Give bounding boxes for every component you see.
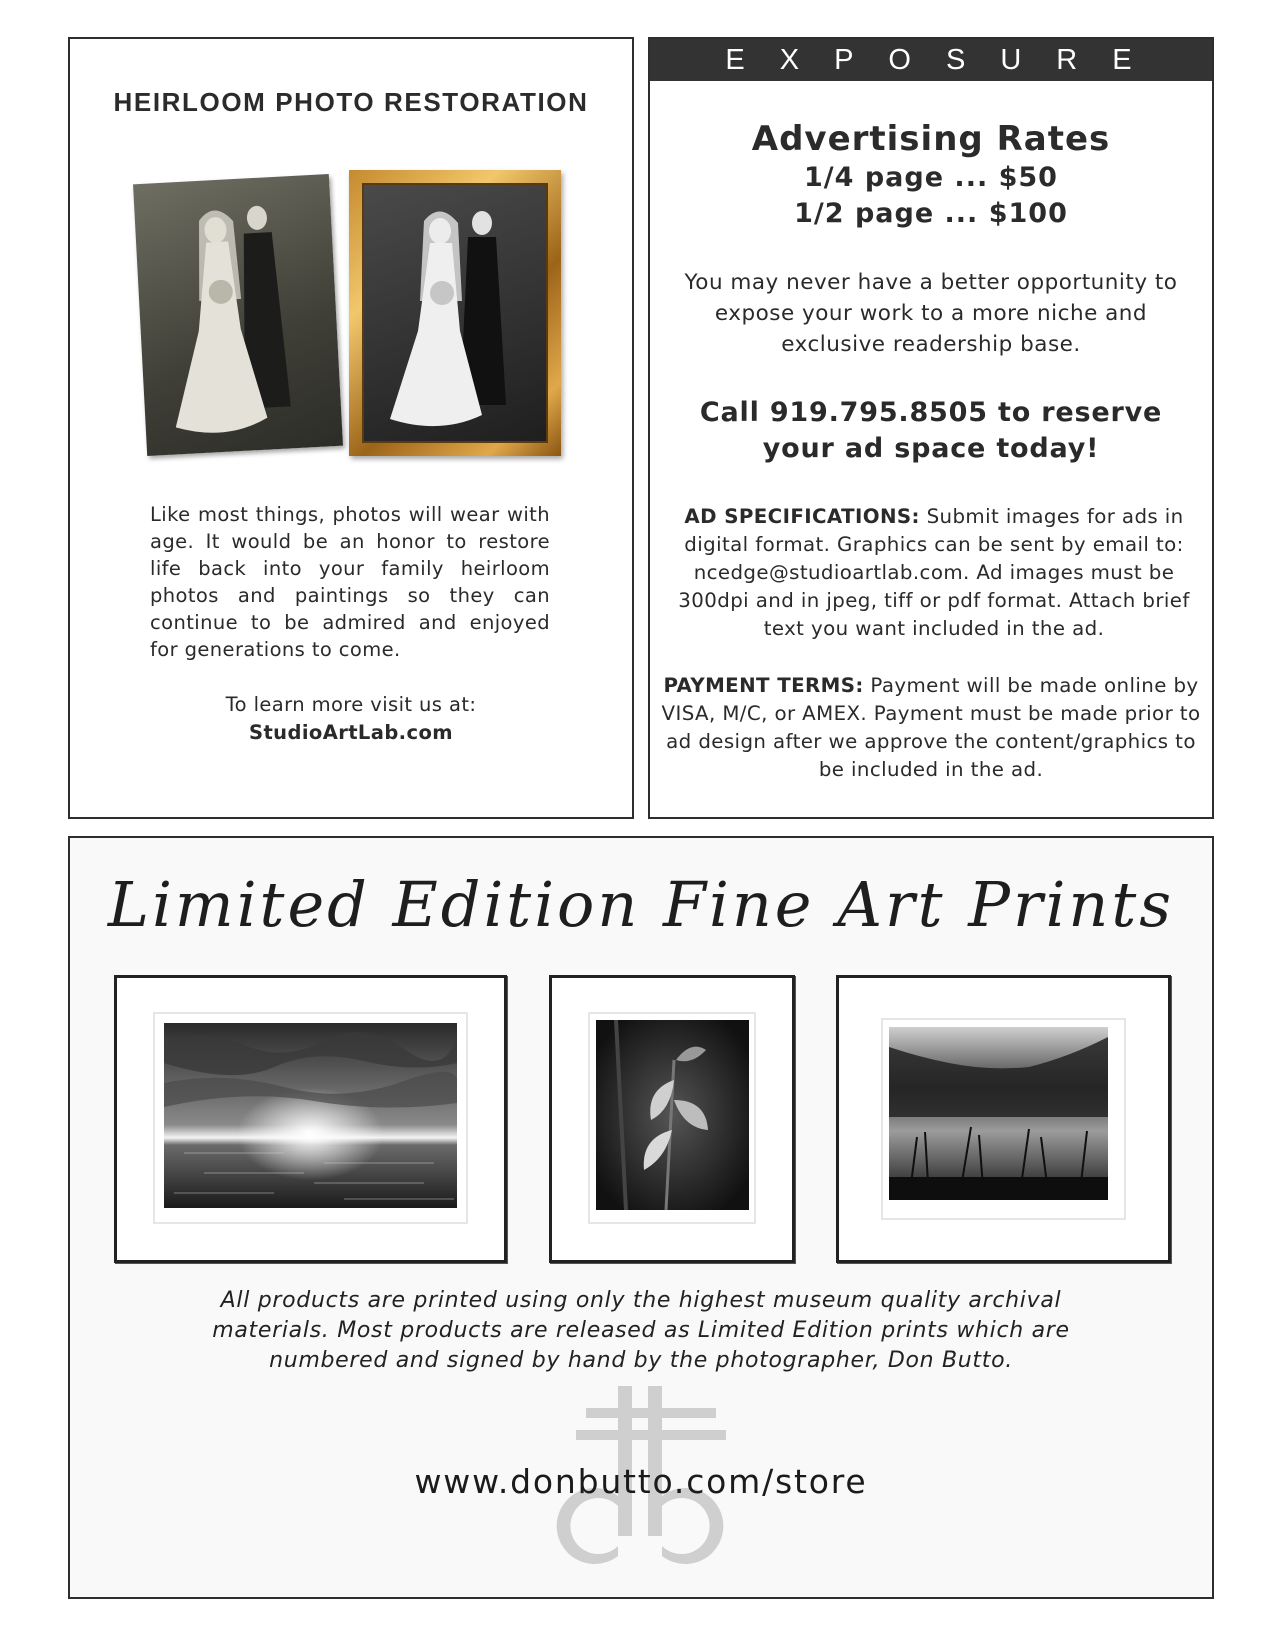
prints-disclaimer: All products are printed using only the highest museum quality archival materials. Most products are released as Limited Edition prints which are numbered and signed by hand by the photographer, Don Butto. [212,1288,1070,1373]
original-wedding-photo [133,174,343,456]
specs-label: AD SPECIFICATIONS: [684,505,920,528]
exposure-ad [648,37,1214,819]
specs-text: Submit images for ads in digital format. Graphics can be sent by email to: ncedge@studioartlab.com. Ad images must be 300dpi and in jpeg, tiff or pdf format. Attach brief text you want included in the ad. [678,505,1190,640]
restored-framed-photo [349,170,561,456]
studioartlab-link[interactable]: StudioArtLab.com [249,721,453,744]
fine-art-prints-ad [68,836,1214,1599]
learn-more [70,691,632,747]
ad-specifications [660,503,1208,643]
heirloom-ad [68,37,634,819]
terms-text: Payment will be made online by VISA, M/C, or AMEX. Payment must be made prior to ad design after we approve the content/graphics to be included in the ad. [661,674,1201,781]
store-url[interactable]: www.donbutto.com/store [414,1462,868,1501]
call-line-1: Call 919.795.8505 to reserve [699,397,1163,428]
advertising-rates-title: Advertising Rates [751,119,1111,159]
half-page-rate: 1/2 page ... $100 [794,198,1068,229]
advertising-pitch: You may never have a better opportunity to expose your work to a more niche and exclusive readership base. [684,270,1178,357]
sunset-photo [164,1023,457,1208]
heirloom-description: Like most things, photos will wear with age. It would be an honor to restore life back into your family heirloom photos and paintings so they can continue to be admired and enjoyed for generations to come. [150,503,550,661]
heirloom-title: HEIRLOOM PHOTO RESTORATION [113,87,589,117]
flower-photo [596,1020,749,1210]
call-line-2: your ad space today! [762,433,1100,464]
quarter-page-rate: 1/4 page ... $50 [804,162,1058,193]
terms-label: PAYMENT TERMS: [663,674,864,697]
learn-more-text: To learn more visit us at: [225,693,477,716]
print-flower [549,975,795,1263]
call-to-action [650,395,1212,467]
print-sunset-water [114,975,507,1263]
print-foggy-forest [836,975,1171,1263]
exposure-banner: EXPOSURE [650,39,1212,81]
prints-title: Limited Edition Fine Art Prints [107,868,1175,941]
payment-terms [660,672,1202,784]
forest-photo [889,1027,1108,1200]
